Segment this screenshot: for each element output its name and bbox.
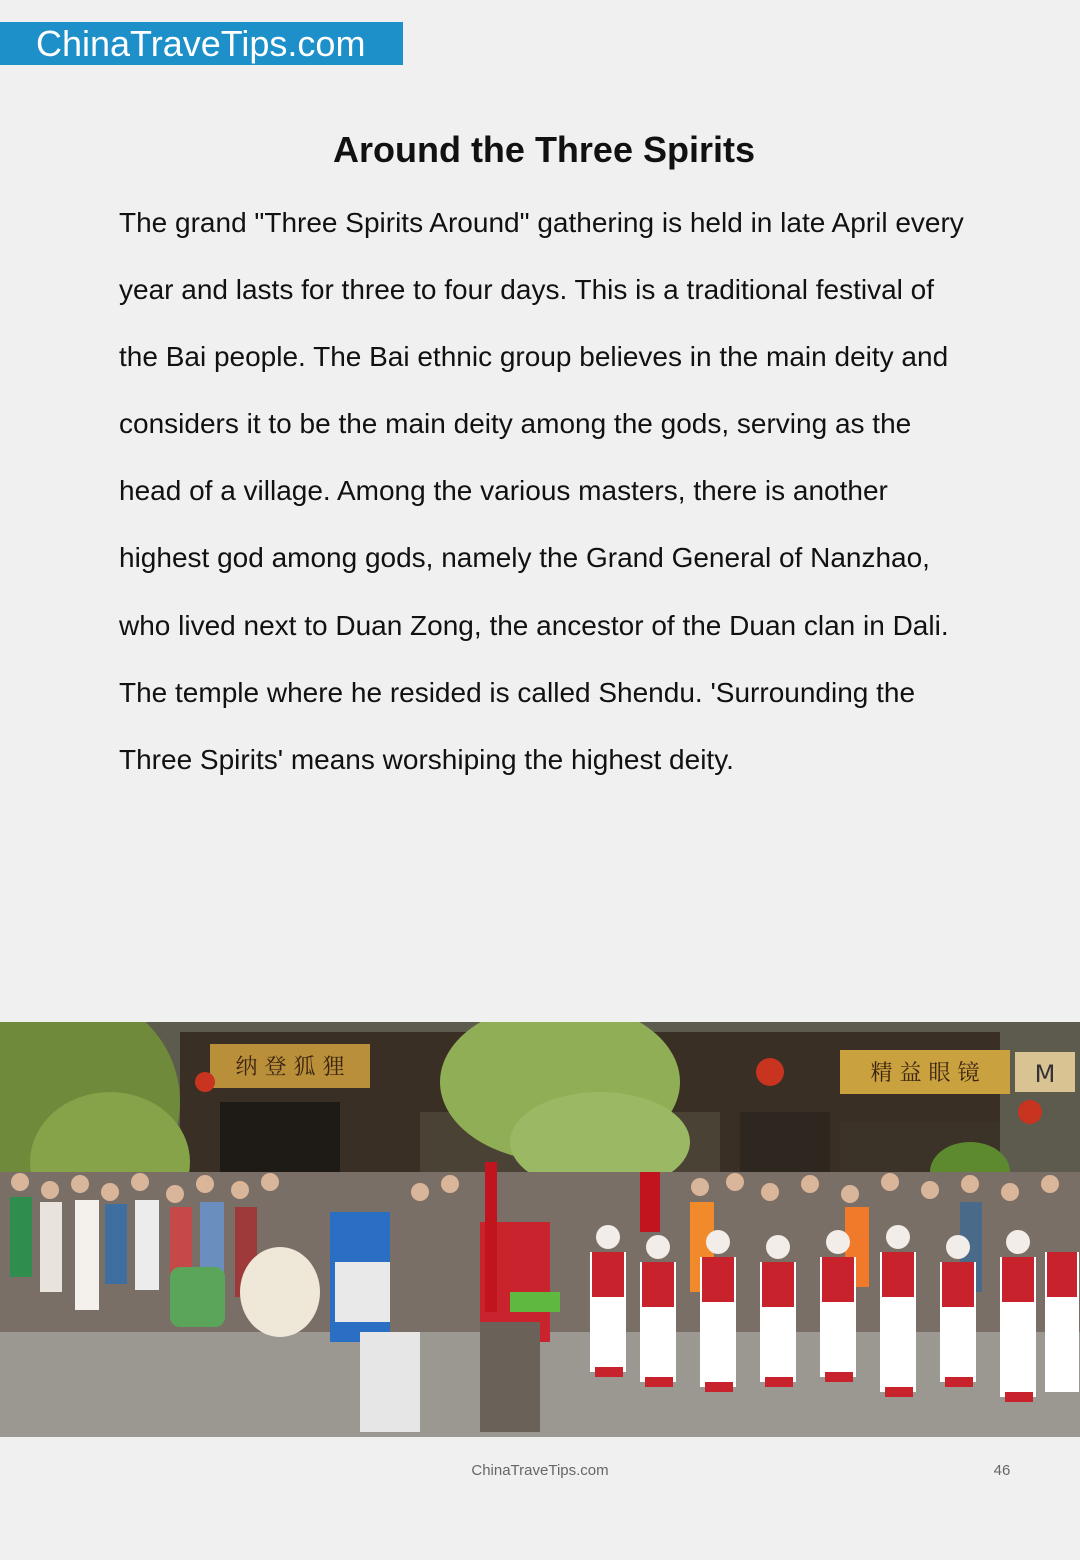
page-title: Around the Three Spirits xyxy=(332,129,756,170)
article-body xyxy=(119,203,979,807)
article-line: The grand "Three Spirits Around" gathering is held in late April every xyxy=(119,207,964,238)
article-line: the Bai people. The Bai ethnic group believes in the main deity and xyxy=(119,341,949,373)
site-brand-tab: ChinaTraveTips.com xyxy=(0,22,403,65)
article-line: considers it to be the main deity among the gods, serving as the xyxy=(119,408,912,440)
footer-site: ChinaTraveTips.com xyxy=(471,1462,609,1479)
festival-photo xyxy=(0,1022,1080,1437)
shop-sign-left-text: 纳 登 狐 狸 xyxy=(235,1055,345,1080)
article-line: Three Spirits' means worshiping the highest deity. xyxy=(119,743,734,775)
shop-sign-far-right-text: M xyxy=(1034,1060,1056,1088)
article-line: who lived next to Duan Zong, the ancestor of the Duan clan in Dali. xyxy=(119,609,949,641)
shop-sign-right-text: 精 益 眼 镜 xyxy=(870,1061,980,1086)
article-line: head of a village. Among the various masters, there is another xyxy=(119,475,888,507)
article-line: highest god among gods, namely the Grand General of Nanzhao, xyxy=(119,542,930,574)
article-line: year and lasts for three to four days. This is a traditional festival of xyxy=(119,274,934,306)
article-line: The temple where he resided is called Shendu. 'Surrounding the xyxy=(119,676,916,708)
page-number: 46 xyxy=(993,1462,1011,1479)
